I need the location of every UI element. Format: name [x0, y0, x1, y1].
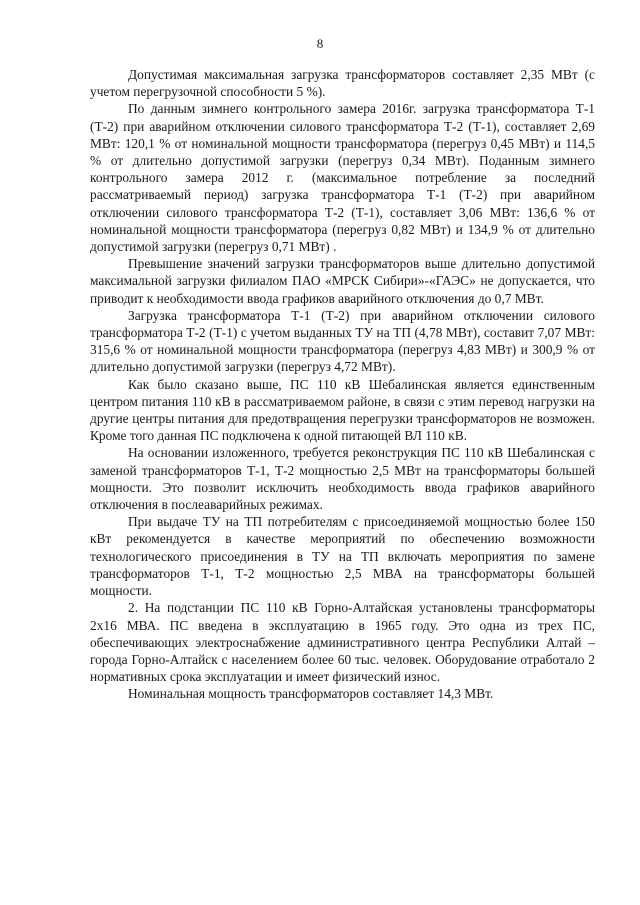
paragraph-reconstruction: На основании изложенного, требуется реконструкция ПС 110 кВ Шебалинская с заменой трансформаторов Т-1, Т-2 мощностью 2,5 МВт на трансформаторы большей мощности. Это позволит исключить необходимость ввода графиков аварийного отключения в послеаварийных режимах.: [90, 445, 595, 513]
paragraph-load-with-tu: Загрузка трансформатора Т-1 (Т-2) при аварийном отключении силового трансформатора Т-2 (Т-1) с учетом выданных ТУ на ТП (4,78 МВт), составит 7,07 МВт: 315,6 % от номинальной мощности трансформатора (перегруз 4,83 МВт) и 300,9 % от длительно допустимой загрузки (перегруз 4,72 МВт).: [90, 307, 595, 375]
paragraph-load-excess: Превышение значений загрузки трансформаторов выше длительно допустимой максимальной загрузки филиалом ПАО «МРСК Сибири»-«ГАЭС» не допускается, что приводит к необходимости ввода графиков аварийного отключения до 0,7 МВт.: [90, 256, 595, 306]
paragraph-gorno-altaiskaya: 2. На подстанции ПС 110 кВ Горно-Алтайская установлены трансформаторы 2х16 МВА. ПС введена в эксплуатацию в 1965 году. Это одна из трех ПС, обеспечивающих электроснабжение административного центра Республики Алтай – города Горно-Алтайск с населением более 60 тыс. человек. Оборудование отработало 2 нормативных срока эксплуатации и имеет физический износ.: [90, 600, 595, 685]
paragraph-nominal-power: Номинальная мощность трансформаторов составляет 14,3 МВт.: [128, 686, 494, 702]
paragraph-winter-measurement: По данным зимнего контрольного замера 2016г. загрузка трансформатора Т-1 (Т-2) при аварийном отключении силового трансформатора Т-2 (Т-1), составляет 2,69 МВт: 120,1 % от номинальной мощности трансформатора (перегруз 0,45 МВт) и 114,5 % от длительно допустимой загрузки (перегруз 0,34 МВт). Поданным зимнего контрольного замера 2012 г. (максимальное потребление за последний рассматриваемый период) загрузка трансформатора Т-1 (Т-2) при аварийном отключении силового трансформатора Т-2 (Т-1), составляет 3,06 МВт: 136,6 % от номинальной мощности трансформатора (перегруз 0,82 МВт) и 134,9 % от длительно допустимой загрузки (перегруз 0,71 МВт) .: [90, 101, 595, 255]
paragraph-single-supply-center: Как было сказано выше, ПС 110 кВ Шебалинская является единственным центром питания 110 кВ в рассматриваемом районе, в связи с этим перевод нагрузки на другие центры питания для предотвращения перегрузки трансформаторов не возможен. Кроме того данная ПС подключена к одной питающей ВЛ 110 кВ.: [90, 376, 595, 444]
body-text: [90, 66, 595, 703]
paragraph-max-load: Допустимая максимальная загрузка трансформаторов составляет 2,35 МВт (с учетом перегрузочной способности 5 %).: [90, 67, 595, 100]
page-number: 8: [316, 36, 324, 51]
paragraph-recommendation: При выдаче ТУ на ТП потребителям с присоединяемой мощностью более 150 кВт рекомендуется в качестве мероприятий по обеспечению возможности технологического присоединения в ТУ на ТП включать мероприятия по замене трансформаторов Т-1, Т-2 мощностью 2,5 МВА на трансформаторы большей мощности.: [90, 514, 595, 599]
